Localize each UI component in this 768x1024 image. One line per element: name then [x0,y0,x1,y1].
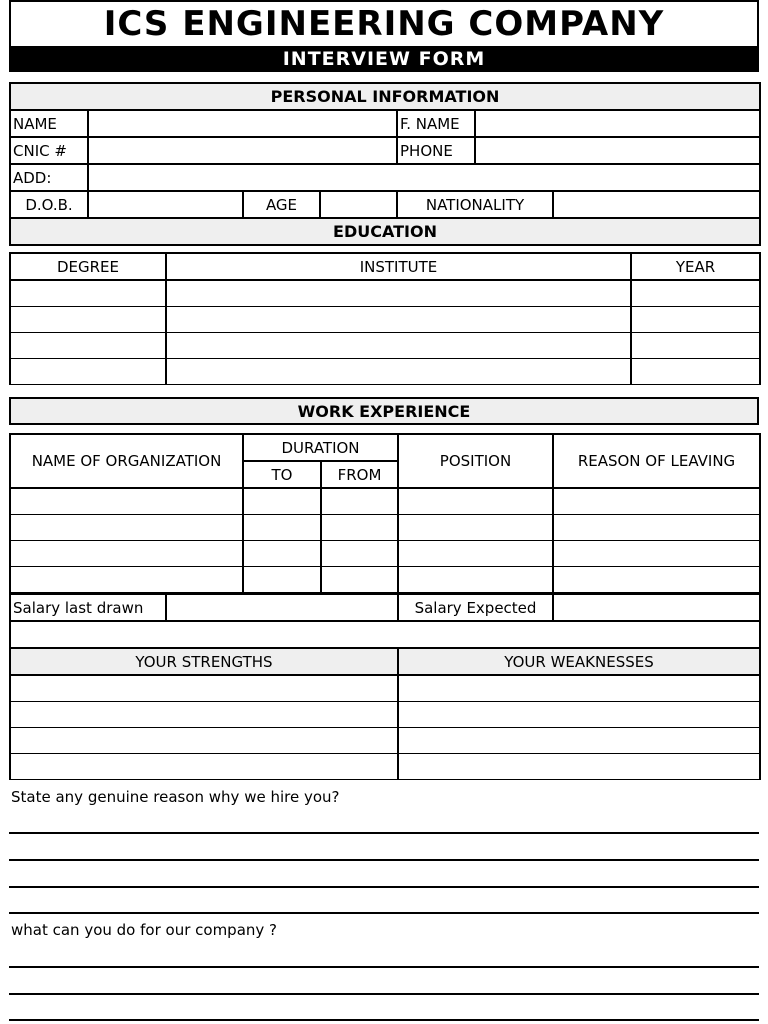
address-label: ADD: [10,164,88,191]
strengths-weaknesses-table [9,647,761,780]
cnic-label: CNIC # [10,137,88,164]
salary-last-drawn-field[interactable] [166,594,398,621]
to-cell[interactable] [243,488,321,514]
salary-expected-label: Salary Expected [398,594,553,621]
position-cell[interactable] [398,488,553,514]
year-cell[interactable] [631,306,760,332]
position-cell[interactable] [398,566,553,592]
weakness-cell[interactable] [398,727,760,753]
degree-cell[interactable] [10,280,166,306]
answer-line[interactable] [9,912,759,914]
institute-cell[interactable] [166,280,631,306]
father-name-field[interactable] [475,110,760,137]
reason-cell[interactable] [553,488,760,514]
work-experience-heading-table [9,397,759,425]
year-cell[interactable] [631,332,760,358]
work-experience-table [9,433,761,593]
to-cell[interactable] [243,514,321,540]
institute-cell[interactable] [166,306,631,332]
name-field[interactable] [88,110,397,137]
degree-cell[interactable] [10,306,166,332]
answer-line[interactable] [9,1019,759,1021]
from-cell[interactable] [321,488,398,514]
answer-line[interactable] [9,859,759,861]
from-cell[interactable] [321,566,398,592]
strength-cell[interactable] [10,753,398,779]
year-cell[interactable] [631,358,760,384]
strength-cell[interactable] [10,727,398,753]
cnic-field[interactable] [88,137,397,164]
organization-cell[interactable] [10,540,243,566]
answer-line[interactable] [9,832,759,834]
from-column-header: FROM [321,461,398,488]
personal-information-table [9,82,761,246]
organization-cell[interactable] [10,514,243,540]
weakness-cell[interactable] [398,675,760,701]
father-name-label: F. NAME [397,110,475,137]
from-cell[interactable] [321,514,398,540]
education-heading: EDUCATION [10,218,760,245]
institute-cell[interactable] [166,358,631,384]
blank-row [10,621,760,648]
institute-cell[interactable] [166,332,631,358]
year-column-header: YEAR [631,253,760,280]
education-table [9,252,761,385]
reason-cell[interactable] [553,514,760,540]
organization-column-header: NAME OF ORGANIZATION [10,434,243,488]
dob-field[interactable] [88,191,243,218]
phone-label: PHONE [397,137,475,164]
degree-cell[interactable] [10,358,166,384]
form-title: INTERVIEW FORM [11,46,757,72]
nationality-label: NATIONALITY [397,191,553,218]
strength-cell[interactable] [10,675,398,701]
address-field[interactable] [88,164,760,191]
personal-information-heading: PERSONAL INFORMATION [10,83,760,110]
company-name: ICS ENGINEERING COMPANY [103,4,665,44]
position-column-header: POSITION [398,434,553,488]
reason-cell[interactable] [553,566,760,592]
salary-expected-field[interactable] [553,594,760,621]
weakness-cell[interactable] [398,753,760,779]
duration-column-header: DURATION [243,434,398,461]
question-why-hire: State any genuine reason why we hire you? [11,788,340,806]
strengths-column-header: YOUR STRENGTHS [10,648,398,675]
work-experience-heading: WORK EXPERIENCE [10,398,758,424]
age-field[interactable] [320,191,397,218]
degree-cell[interactable] [10,332,166,358]
answer-line[interactable] [9,886,759,888]
year-cell[interactable] [631,280,760,306]
organization-cell[interactable] [10,488,243,514]
weaknesses-column-header: YOUR WEAKNESSES [398,648,760,675]
dob-label: D.O.B. [10,191,88,218]
from-cell[interactable] [321,540,398,566]
degree-column-header: DEGREE [10,253,166,280]
answer-line[interactable] [9,966,759,968]
position-cell[interactable] [398,540,553,566]
salary-table [9,593,761,649]
to-cell[interactable] [243,566,321,592]
weakness-cell[interactable] [398,701,760,727]
reason-cell[interactable] [553,540,760,566]
answer-line[interactable] [9,993,759,995]
strength-cell[interactable] [10,701,398,727]
salary-last-drawn-label: Salary last drawn [10,594,166,621]
position-cell[interactable] [398,514,553,540]
age-label: AGE [243,191,320,218]
to-column-header: TO [243,461,321,488]
question-what-can-you-do: what can you do for our company ? [11,921,278,939]
nationality-field[interactable] [553,191,760,218]
organization-cell[interactable] [10,566,243,592]
phone-field[interactable] [475,137,760,164]
reason-of-leaving-column-header: REASON OF LEAVING [553,434,760,488]
form-header [9,0,759,72]
institute-column-header: INSTITUTE [166,253,631,280]
to-cell[interactable] [243,540,321,566]
name-label: NAME [10,110,88,137]
